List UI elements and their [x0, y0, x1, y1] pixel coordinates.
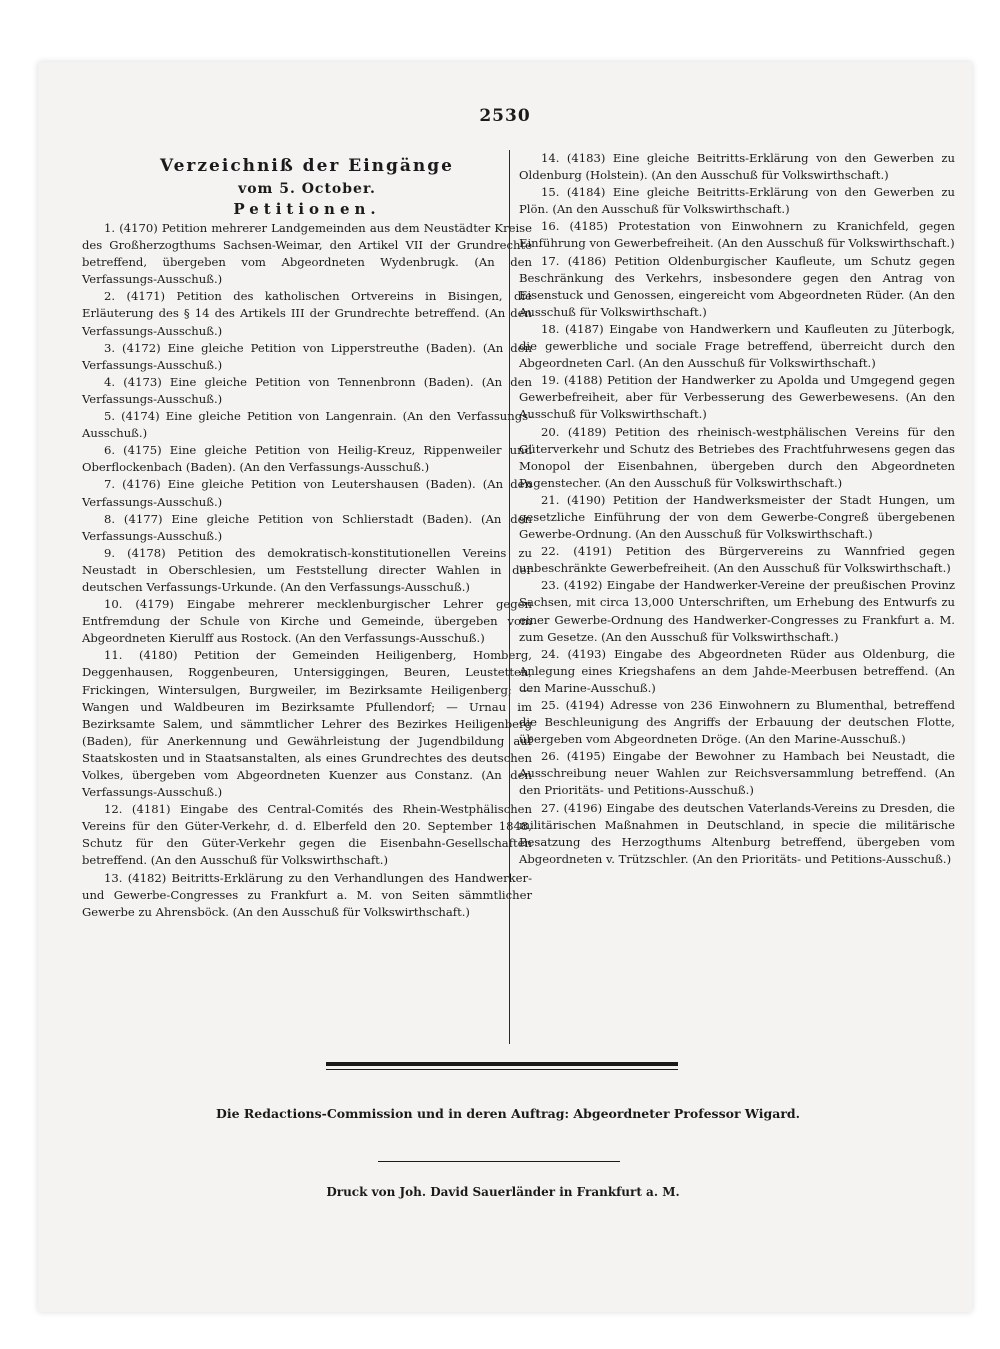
list-heading: Verzeichniß der Eingänge: [159, 156, 454, 176]
petition-entry: 26. (4195) Eingabe der Bewohner zu Hambach bei Neustadt, die Ausschreibung neuer Wahlen zur Reichsversammlung betreffend. (An den Prioritäts- und Petitions-Ausschuß.): [519, 749, 955, 798]
petition-entry: 8. (4177) Eine gleiche Petition von Schlierstadt (Baden). (An den Verfassungs-Ausschuß.): [82, 511, 532, 543]
petition-entry: 10. (4179) Eingabe mehrerer mecklenburgischer Lehrer gegen Entfremdung der Schule von Kirche und Gemeinde, übergeben vom Abgeordneten Kierulff aus Rostock. (An den Verfassungs-Ausschuß.): [82, 597, 532, 646]
right-column: [519, 150, 955, 868]
petition-entry: 24. (4193) Eingabe des Abgeordneten Rüder aus Oldenburg, die Anlegung eines Kriegshafens an dem Jahde-Meerbusen betreffend. (An den Marine-Ausschuß.): [519, 646, 955, 695]
left-column: [82, 150, 532, 921]
list-date: vom 5. October.: [238, 181, 376, 197]
petition-entry: 2. (4171) Petition des katholischen Ortvereins in Bisingen, die Erläuterung des § 14 des Artikels III der Grundrechte betreffend. (An den Verfassungs-Ausschuß.): [82, 289, 532, 338]
petition-entry: 25. (4194) Adresse von 236 Einwohnern zu Blumenthal, betreffend die Beschleunigung des Angriffs der Erbauung der deutschen Flotte, übergeben vom Abgeordneten Dröge. (An den Marine-Ausschuß.): [519, 698, 955, 747]
column-divider: [509, 150, 510, 1044]
petition-entry: 17. (4186) Petition Oldenburgischer Kaufleute, um Schutz gegen Beschränkung des Verkehrs, insbesondere gegen den Antrag von Eisenstuck und Genossen, eingereicht vom Abgeordneten Rüder. (An den Ausschuß für Volkswirthschaft.): [519, 253, 955, 319]
page-number: 2530: [479, 106, 531, 126]
petition-entry: 12. (4181) Eingabe des Central-Comités des Rhein-Westphälischen Vereins für den Güter-Verkehr, d. d. Elberfeld den 20. September 1848, Schutz für den Güter-Verkehr gegen die Eisenbahn-Gesellschaften betreffend. (An den Ausschuß für Volkswirthschaft.): [82, 802, 532, 868]
petition-entry: 23. (4192) Eingabe der Handwerker-Vereine der preußischen Provinz Sachsen, mit circa 13,000 Unterschriften, um Erhebung des Entwurfs zu einer Gewerbe-Ordnung des Handwerker-Congresses zu Frankfurt a. M. zum Gesetze. (An den Ausschuß für Volkswirthschaft.): [519, 578, 955, 644]
printer-imprint: Druck von Joh. David Sauerländer in Frankfurt a. M.: [326, 1185, 680, 1199]
petition-entry: 21. (4190) Petition der Handwerksmeister der Stadt Hungen, um gesetzliche Einführung der von dem Gewerbe-Congreß übergebenen Gewerbe-Ordnung. (An den Ausschuß für Volkswirthschaft.): [519, 492, 955, 542]
petition-entry: 4. (4173) Eine gleiche Petition von Tennenbronn (Baden). (An den Verfassungs-Ausschuß.): [82, 374, 532, 406]
petition-entry: 20. (4189) Petition des rheinisch-westphälischen Vereins für den Güterverkehr und Schutz des Betriebes des Frachtfuhrwesens gegen das Monopol der Eisenbahnen, übergeben durch den Abgeordneten Pagenstecher. (An den Ausschuß für Volkswirthschaft.): [519, 424, 955, 490]
petition-entry: 5. (4174) Eine gleiche Petition von Langenrain. (An den Verfassungs-Ausschuß.): [82, 409, 532, 441]
petition-entry: 9. (4178) Petition des demokratisch-konstitutionellen Vereins zu Neustadt in Oberschlesien, um Feststellung directer Wahlen in der deutschen Verfassungs-Urkunde. (An den Verfassungs-Ausschuß.): [82, 545, 532, 594]
petition-entry: 27. (4196) Eingabe des deutschen Vaterlands-Vereins zu Dresden, die militärischen Maßnahmen in Deutschland, in specie die militärische Besatzung des Herzogthums Altenburg betreffend, übergeben vom Abgeordneten v. Trützschler. (An den Prioritäts- und Petitions-Ausschuß.): [519, 800, 955, 866]
petition-entry: 16. (4185) Protestation von Einwohnern zu Kranichfeld, gegen Einführung von Gewerbefreiheit. (An den Ausschuß für Volkswirthschaft.): [519, 219, 955, 251]
commission-line: Die Redactions-Commission und in deren Auftrag: Abgeordneter Professor Wigard.: [216, 1106, 800, 1121]
petition-entry: 19. (4188) Petition der Handwerker zu Apolda und Umgegend gegen Gewerbefreiheit, aber für Verbesserung des Gewerbewesens. (An den Ausschuß für Volkswirthschaft.): [519, 373, 955, 422]
petition-entry: 22. (4191) Petition des Bürgervereins zu Wannfried gegen unbeschränkte Gewerbefreiheit. (An den Ausschuß für Volkswirthschaft.): [519, 544, 955, 576]
petition-entry: 7. (4176) Eine gleiche Petition von Leutershausen (Baden). (An den Verfassungs-Ausschuß.): [82, 477, 532, 509]
petition-entry: 18. (4187) Eingabe von Handwerkern und Kaufleuten zu Jüterbogk, die gewerbliche und sociale Frage betreffend, überreicht durch den Abgeordneten Carl. (An den Ausschuß für Volkswirthschaft.): [519, 321, 955, 371]
petition-entry: 15. (4184) Eine gleiche Beitritts-Erklärung von den Gewerben zu Plön. (An den Ausschuß für Volkswirthschaft.): [519, 185, 955, 217]
petition-entry: 11. (4180) Petition der Gemeinden Heiligenberg, Homberg, Deggenhausen, Roggenbeuren, Untersiggingen, Beuren, Leustetten, Frickingen, Wintersulgen, Burgweiler, im Bezirksamte Heiligenberg; — Wangen und Waldbeuren im Bezirksamte Pfullendorf; — Urnau im Bezirksamte Salem, und sämmtlicher Lehrer des Bezirkes Heiligenberg (Baden), für Anerkennung und Gewährleistung der Jugendbildung auf Staatskosten und in Staatsanstalten, als eines Grundrechtes des deutschen Volkes, übergeben vom Abgeordneten Kuenzer aus Constanz. (An den Verfassungs-Ausschuß.): [82, 648, 532, 800]
petition-entry: 13. (4182) Beitritts-Erklärung zu den Verhandlungen des Handwerker- und Gewerbe-Congresses zu Frankfurt a. M. von Seiten sämmtlicher Gewerbe zu Ahrensböck. (An den Ausschuß für Volkswirthschaft.): [82, 870, 532, 919]
end-rule-thick: [326, 1062, 678, 1066]
petition-entry: 3. (4172) Eine gleiche Petition von Lipperstreuthe (Baden). (An den Verfassungs-Ausschuß.): [82, 340, 532, 372]
petition-entry: 6. (4175) Eine gleiche Petition von Heilig-Kreuz, Rippenweiler und Oberflockenbach (Baden). (An den Verfassungs-Ausschuß.): [82, 443, 532, 475]
imprint-rule: [378, 1161, 620, 1162]
document-page: [38, 62, 972, 1312]
end-rule-thin: [326, 1069, 678, 1070]
section-title: Petitionen.: [233, 200, 381, 218]
petition-entry: 14. (4183) Eine gleiche Beitritts-Erklärung von den Gewerben zu Oldenburg (Holstein). (An den Ausschuß für Volkswirthschaft.): [519, 151, 955, 183]
petition-entry: 1. (4170) Petition mehrerer Landgemeinden aus dem Neustädter Kreise des Großherzogthums Sachsen-Weimar, den Artikel VII der Grundrechte betreffend, übergeben vom Abgeordneten Wydenbrugk. (An den Verfassungs-Ausschuß.): [82, 221, 532, 287]
